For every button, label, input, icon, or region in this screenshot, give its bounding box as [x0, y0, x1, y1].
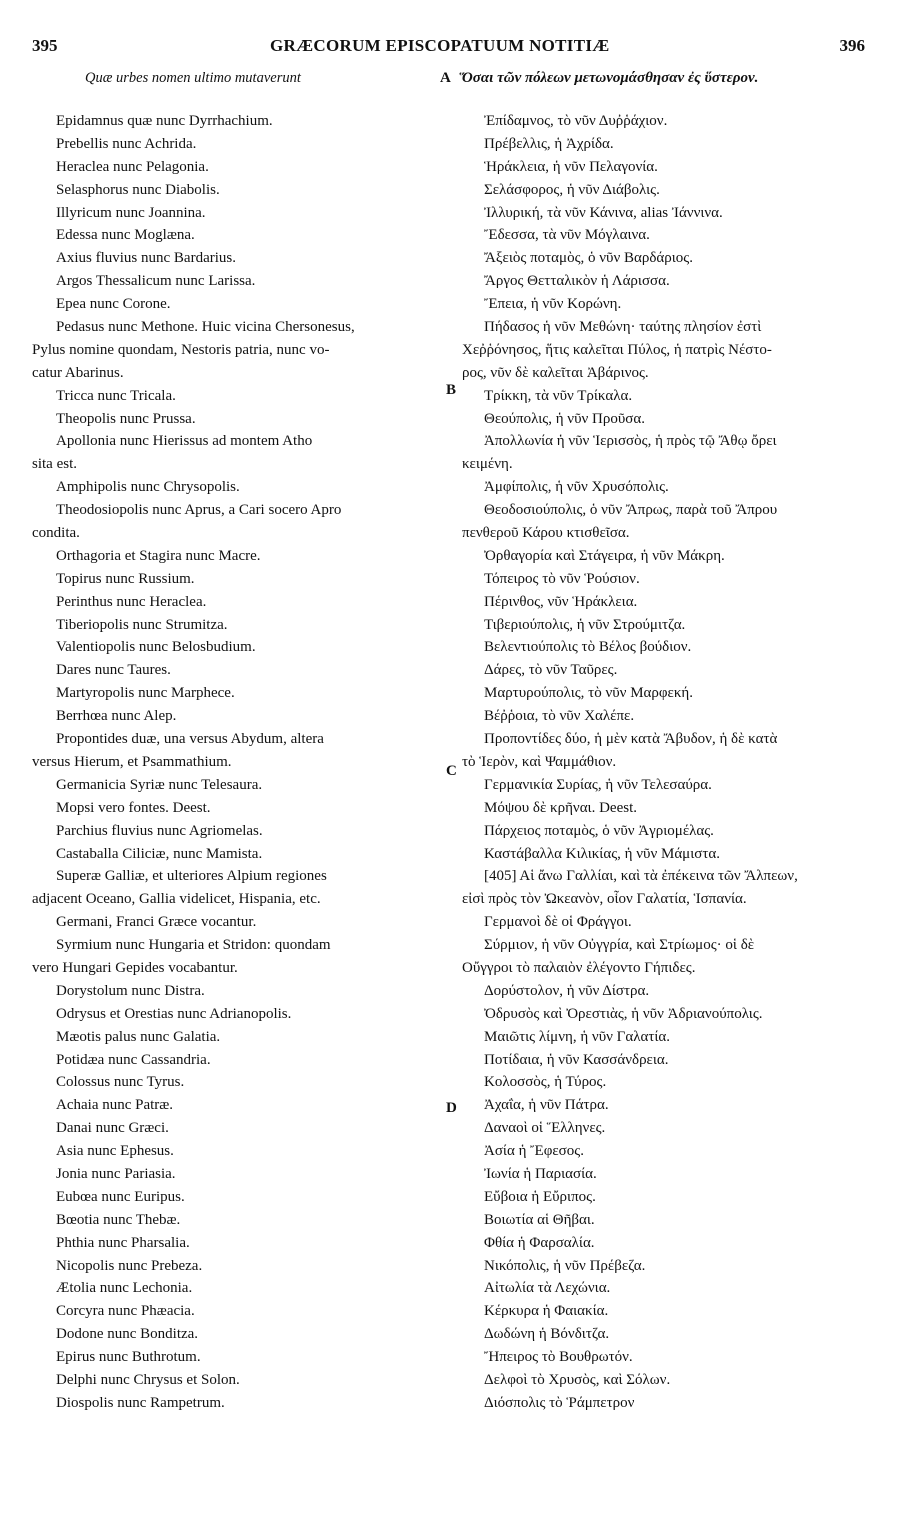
greek-line: Χεῤῥόνησος, ἥτις καλεῖται Πύλος, ἡ πατρὶς Νέστο-	[462, 341, 772, 358]
latin-line: Tiberiopolis nunc Strumitza.	[56, 616, 228, 633]
latin-line: Propontides duæ, una versus Abydum, altera	[56, 731, 324, 748]
latin-line: Martyropolis nunc Marphece.	[56, 685, 235, 702]
greek-line: Βελεντιούπολις τὸ Βέλος βούδιον.	[484, 639, 692, 656]
latin-line: Jonia nunc Pariasia.	[56, 1165, 176, 1182]
greek-line: Ἐπίδαμνος, τὸ νῦν Δυῤῥάχιον.	[484, 113, 668, 129]
page-number-right: 396	[839, 36, 865, 55]
greek-line: Ἀπολλωνία ἡ νῦν Ἱερισσὸς, ἡ πρὸς τῷ Ἄθῳ ὄρει	[484, 433, 777, 450]
latin-line: Parchius fluvius nunc Agriomelas.	[56, 822, 263, 839]
greek-line: Μόψου δὲ κρῆναι. Deest.	[484, 799, 637, 816]
latin-line: Potidæa nunc Cassandria.	[56, 1051, 211, 1068]
latin-line: condita.	[32, 525, 80, 542]
greek-line: Διόσπολις τὸ Ῥάμπετρον	[484, 1394, 635, 1411]
greek-line: [405] Αἱ ἄνω Γαλλίαι, καὶ τὰ ἐπέκεινα τῶν Ἄλπεων,	[484, 868, 798, 885]
greek-line: εἰσὶ πρὸς τὸν Ὠκεανὸν, οἷον Γαλατία, Ἱσπανία.	[462, 891, 747, 908]
latin-line: Germanicia Syriæ nunc Telesaura.	[56, 776, 263, 793]
latin-line: Pedasus nunc Methone. Huic vicina Chersonesus,	[56, 319, 355, 336]
greek-line: Δελφοὶ τὸ Χρυσὸς, καὶ Σόλων.	[484, 1371, 671, 1388]
greek-line: πενθεροῦ Κάρου κτισθεῖσα.	[462, 525, 630, 542]
latin-line: Odrysus et Orestias nunc Adrianopolis.	[56, 1005, 292, 1022]
latin-line: Axius fluvius nunc Bardarius.	[56, 250, 236, 267]
greek-line: Κέρκυρα ἡ Φαιακία.	[484, 1303, 609, 1320]
latin-line: Dorystolum nunc Distra.	[56, 982, 205, 999]
greek-line: Γερμανικία Συρίας, ἡ νῦν Τελεσαύρα.	[484, 776, 712, 793]
latin-line: Danai nunc Græci.	[56, 1120, 169, 1137]
latin-line: Epea nunc Corone.	[56, 296, 171, 313]
greek-line: Ποτίδαια, ἡ νῦν Κασσάνδρεια.	[484, 1051, 669, 1068]
greek-line: Τιβεριούπολις, ἡ νῦν Στρούμιτζα.	[484, 616, 686, 633]
greek-line: Δαναοὶ οἱ Ἕλληνες.	[484, 1120, 606, 1137]
greek-line: Τόπειρος τὸ νῦν Ῥούσιον.	[484, 570, 640, 587]
greek-line: Πέρινθος, νῦν Ἡράκλεια.	[484, 593, 638, 610]
greek-line: Ὀρθαγορία καὶ Στάγειρα, ἡ νῦν Μάκρη.	[484, 547, 725, 564]
latin-line: Tricca nunc Tricala.	[56, 387, 176, 404]
greek-line: Τρίκκη, τὰ νῦν Τρίκαλα.	[484, 387, 633, 404]
greek-line: Αἰτωλία τὰ Λεχώνια.	[484, 1280, 611, 1297]
greek-line: Δορύστολον, ἡ νῦν Δίστρα.	[484, 982, 650, 999]
latin-subheading: Quæ urbes nomen ultimo mutaverunt	[85, 70, 301, 86]
greek-line: Βοιωτία αἱ Θῆβαι.	[484, 1211, 595, 1228]
latin-line: Mæotis palus nunc Galatia.	[56, 1028, 221, 1045]
latin-line: Prebellis nunc Achrida.	[56, 135, 197, 152]
greek-line: Δωδώνη ἡ Βόνδιτζα.	[484, 1326, 610, 1343]
greek-subheading: Ὅσαι τῶν πόλεων μετωνομάσθησαν ἐς ὕστερον.	[459, 70, 759, 86]
greek-line: Σελάσφορος, ἡ νῦν Διάβολις.	[484, 181, 660, 198]
latin-line: Pylus nomine quondam, Nestoris patria, nunc vo-	[32, 341, 330, 358]
margin-letter-c: C	[446, 763, 457, 779]
greek-line: Καστάβαλλα Κιλικίας, ἡ νῦν Μάμιστα.	[484, 845, 720, 862]
greek-line: Πήδασος ἡ νῦν Μεθώνη· ταύτης πλησίον ἐστὶ	[484, 319, 762, 336]
latin-line: Argos Thessalicum nunc Larissa.	[56, 273, 256, 290]
latin-line: Theodosiopolis nunc Aprus, a Cari socero Apro	[56, 502, 342, 519]
running-title: GRÆCORUM EPISCOPATUUM NOTITIÆ	[270, 36, 610, 55]
greek-line: Ἤπειρος τὸ Βουθρωτόν.	[484, 1349, 633, 1366]
greek-line: Ἄργος Θετταλικὸν ἡ Λάρισσα.	[484, 273, 670, 290]
page-header	[0, 36, 905, 62]
latin-line: Eubœa nunc Euripus.	[56, 1188, 185, 1205]
latin-line: Epidamnus quæ nunc Dyrrhachium.	[56, 113, 273, 129]
page-number-left: 395	[32, 36, 58, 55]
greek-line: Σύρμιον, ἡ νῦν Οὐγγρία, καὶ Στρίωμος· οἱ δὲ	[484, 937, 755, 954]
latin-line: Heraclea nunc Pelagonia.	[56, 158, 209, 175]
greek-line: Θεούπολις, ἡ νῦν Προῦσα.	[484, 410, 645, 427]
latin-line: Dodone nunc Bonditza.	[56, 1326, 199, 1343]
latin-line: Selasphorus nunc Diabolis.	[56, 181, 220, 198]
greek-line: Μαρτυρούπολις, τὸ νῦν Μαρφεκή.	[484, 685, 693, 702]
greek-line: Δάρες, τὸ νῦν Ταῦρες.	[484, 662, 618, 679]
latin-line: Theopolis nunc Prussa.	[56, 410, 196, 427]
greek-line: Πάρχειος ποταμὸς, ὁ νῦν Ἀγριομέλας.	[484, 822, 714, 839]
greek-line: Κολοσσὸς, ἡ Τύρος.	[484, 1074, 607, 1091]
latin-line: Corcyra nunc Phæacia.	[56, 1303, 195, 1320]
latin-line: Syrmium nunc Hungaria et Stridon: quondam	[56, 937, 331, 954]
latin-line: Topirus nunc Russium.	[56, 570, 195, 587]
greek-line: Προποντίδες δύο, ἡ μὲν κατὰ Ἄβυδον, ἡ δὲ κατὰ	[484, 731, 778, 748]
latin-line: Achaia nunc Patræ.	[56, 1097, 174, 1114]
greek-line: Θεοδοσιούπολις, ὁ νῦν Ἄπρως, παρὰ τοῦ Ἄπρου	[484, 502, 778, 519]
greek-line: Ἔδεσσα, τὰ νῦν Μόγλαινα.	[484, 227, 650, 244]
latin-line: Amphipolis nunc Chrysopolis.	[56, 479, 240, 496]
latin-line: Perinthus nunc Heraclea.	[56, 593, 207, 610]
margin-letter-d: D	[446, 1100, 457, 1116]
latin-line: Asia nunc Ephesus.	[56, 1143, 174, 1160]
latin-line: Phthia nunc Pharsalia.	[56, 1234, 190, 1251]
greek-line: Ἰλλυρική, τὰ νῦν Κάνινα, alias Ἰάννινα.	[484, 204, 723, 221]
margin-letter-b: B	[446, 382, 457, 398]
latin-line: Germani, Franci Græce vocantur.	[56, 914, 257, 931]
latin-line: versus Hierum, et Psammathium.	[32, 753, 232, 770]
latin-line: Colossus nunc Tyrus.	[56, 1074, 185, 1091]
greek-line: Ὀδρυσὸς καὶ Ὀρεστιὰς, ἡ νῦν Ἀδριανούπολις.	[484, 1005, 763, 1022]
latin-line: Diospolis nunc Rampetrum.	[56, 1394, 225, 1411]
greek-line: Ἀσία ἡ Ἔφεσος.	[484, 1143, 584, 1160]
latin-line: Castaballa Ciliciæ, nunc Mamista.	[56, 845, 263, 862]
latin-line: Valentiopolis nunc Belosbudium.	[56, 639, 256, 656]
greek-line: Νικόπολις, ἡ νῦν Πρέβεζα.	[484, 1257, 646, 1274]
latin-line: Epirus nunc Buthrotum.	[56, 1349, 201, 1366]
latin-line: Nicopolis nunc Prebeza.	[56, 1257, 203, 1274]
latin-line: vero Hungari Gepides vocabantur.	[32, 959, 238, 976]
greek-line: Φθία ἡ Φαρσαλία.	[484, 1234, 595, 1251]
latin-line: Orthagoria et Stagira nunc Macre.	[56, 547, 261, 564]
latin-line: catur Abarinus.	[32, 364, 124, 381]
greek-column	[462, 110, 882, 1415]
greek-line: Εὔβοια ἡ Εὔριπος.	[484, 1188, 596, 1205]
latin-line: Illyricum nunc Joannina.	[56, 204, 206, 221]
latin-line: Dares nunc Taures.	[56, 662, 171, 679]
latin-line: Berrhœa nunc Alep.	[56, 708, 177, 725]
greek-line: Πρέβελλις, ἡ Ἀχρίδα.	[484, 135, 614, 152]
greek-line: ρος, νῦν δὲ καλεῖται Ἀβάρινος.	[462, 364, 649, 381]
latin-line: adjacent Oceano, Gallia videlicet, Hispania, etc.	[32, 891, 321, 908]
latin-line: Edessa nunc Moglæna.	[56, 227, 195, 244]
latin-column	[32, 110, 440, 1415]
greek-line: Οὔγγροι τὸ παλαιὸν ἐλέγοντο Γήπιδες.	[462, 959, 696, 976]
greek-line: τὸ Ἱερὸν, καὶ Ψαμμάθιον.	[462, 753, 617, 770]
latin-line: Superæ Galliæ, et ulteriores Alpium regiones	[56, 868, 327, 885]
latin-line: Mopsi vero fontes. Deest.	[56, 799, 211, 816]
greek-line: Ἡράκλεια, ἡ νῦν Πελαγονία.	[484, 158, 658, 175]
latin-line: Ætolia nunc Lechonia.	[56, 1280, 193, 1297]
greek-line: Ἀχαΐα, ἡ νῦν Πάτρα.	[484, 1097, 609, 1114]
margin-letter-a: A	[440, 70, 451, 86]
greek-line: Βέῤῥοια, τὸ νῦν Χαλέπε.	[484, 708, 635, 725]
latin-line: Bœotia nunc Thebæ.	[56, 1211, 181, 1228]
greek-line: Ἰωνία ἡ Παριασία.	[484, 1165, 597, 1182]
greek-line: Μαιῶτις λίμνη, ἡ νῦν Γαλατία.	[484, 1028, 671, 1045]
greek-line: κειμένη.	[462, 456, 513, 473]
latin-line: Apollonia nunc Hierissus ad montem Atho	[56, 433, 313, 450]
greek-line: Γερμανοὶ δὲ οἱ Φράγγοι.	[484, 914, 632, 931]
latin-line: sita est.	[32, 456, 77, 473]
greek-line: Ἄξειὸς ποταμὸς, ὁ νῦν Βαρδάριος.	[484, 250, 693, 267]
latin-line: Delphi nunc Chrysus et Solon.	[56, 1371, 240, 1388]
greek-line: Ἀμφίπολις, ἡ νῦν Χρυσόπολις.	[484, 479, 669, 496]
greek-line: Ἔπεια, ἡ νῦν Κορώνη.	[484, 296, 622, 313]
